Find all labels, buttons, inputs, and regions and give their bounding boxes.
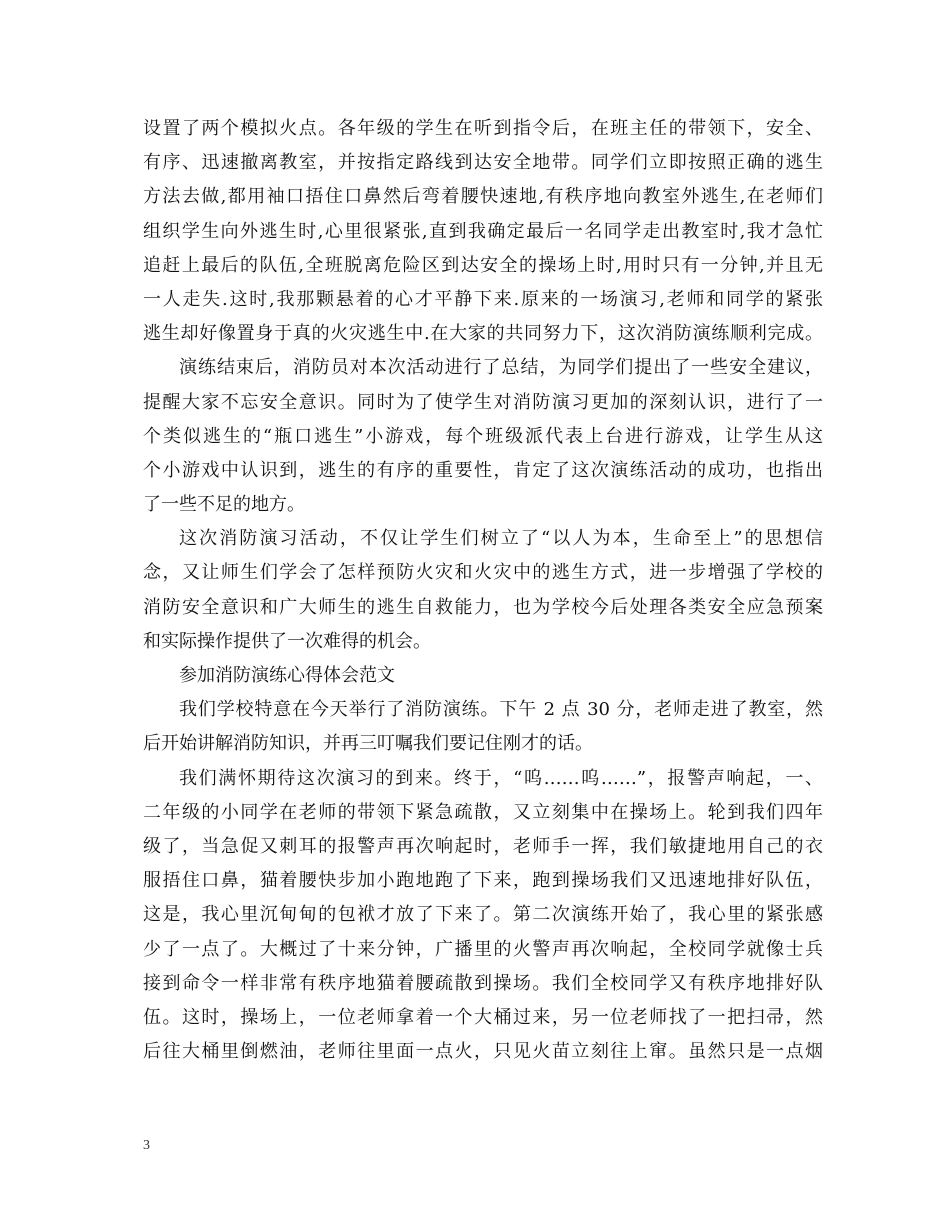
text-line: 和实际操作提供了一次难得的机会。 (143, 630, 431, 652)
text-line: 一人走失.这时,我那颗悬着的心才平静下来.原来的一场演习,老师和同学的紧张 (143, 288, 823, 310)
text-line: 接到命令一样非常有秩序地猫着腰疏散到操场。我们全校同学又有秩序地排好队 (143, 972, 823, 994)
text-line: 方法去做,都用袖口捂住口鼻然后弯着腰快速地,有秩序地向教室外逃生,在老师们 (143, 186, 823, 208)
text-line: 设置了两个模拟火点。各年级的学生在听到指令后，在班主任的带领下，安全、 (143, 118, 823, 139)
text-line: 了一些不足的地方。 (143, 494, 305, 516)
text-line: 参加消防演练心得体会范文 (179, 665, 395, 686)
text-line: 追赶上最后的队伍,全班脱离危险区到达安全的操场上时,用时只有一分钟,并且无 (143, 254, 823, 276)
text-line: 我们学校特意在今天举行了消防演练。下午 2 点 30 分，老师走进了教室，然 (179, 699, 823, 721)
page-number: 3 (143, 1138, 150, 1153)
text-line: 后往大桶里倒燃油，老师往里面一点火，只见火苗立刻往上窜。虽然只是一点烟 (143, 1041, 823, 1063)
text-line: 后开始讲解消防知识，并再三叮嘱我们要记住刚才的话。 (143, 733, 593, 755)
text-line: 少了一点了。大概过了十来分钟，广播里的火警声再次响起，全校同学就像士兵 (143, 938, 823, 960)
text-line: 组织学生向外逃生时,心里很紧张,直到我确定最后一名同学走出教室时,我才急忙 (143, 220, 823, 242)
text-line: 这是，我心里沉甸甸的包袱才放了下来了。第二次演练开始了，我心里的紧张感 (143, 904, 823, 926)
text-line: 个类似逃生的“瓶口逃生”小游戏，每个班级派代表上台进行游戏，让学生从这 (143, 425, 823, 447)
text-line: 逃生却好像置身于真的火灾逃生中.在大家的共同努力下，这次消防演练顺利完成。 (143, 323, 823, 345)
text-line: 提醒大家不忘安全意识。同时为了使学生对消防演习更加的深刻认识，进行了一 (143, 391, 823, 413)
text-line: 二年级的小同学在老师的带领下紧急疏散，又立刻集中在操场上。轮到我们四年 (143, 801, 823, 823)
text-line: 这次消防演习活动，不仅让学生们树立了“以人为本，生命至上”的思想信 (179, 528, 823, 550)
text-line: 级了，当急促又刺耳的报警声再次响起时，老师手一挥，我们敏捷地用自己的衣 (143, 835, 823, 857)
text-line: 有序、迅速撤离教室，并按指定路线到达安全地带。同学们立即按照正确的逃生 (143, 152, 823, 174)
text-line: 服捂住口鼻，猫着腰快步加小跑地跑了下来，跑到操场我们又迅速地排好队伍， (143, 870, 823, 892)
text-line: 我们满怀期待这次演习的到来。终于，“呜……呜……”，报警声响起，一、 (179, 767, 823, 789)
text-line: 演练结束后，消防员对本次活动进行了总结，为同学们提出了一些安全建议， (179, 357, 823, 379)
text-line: 消防安全意识和广大师生的逃生自救能力，也为学校今后处理各类安全应急预案 (143, 596, 823, 618)
text-line: 念，又让师生们学会了怎样预防火灾和火灾中的逃生方式，进一步增强了学校的 (143, 562, 823, 584)
text-line: 个小游戏中认识到，逃生的有序的重要性，肯定了这次演练活动的成功，也指出 (143, 459, 823, 481)
body-text (143, 112, 823, 1069)
text-line: 伍。这时，操场上，一位老师拿着一个大桶过来，另一位老师找了一把扫帚，然 (143, 1006, 823, 1028)
